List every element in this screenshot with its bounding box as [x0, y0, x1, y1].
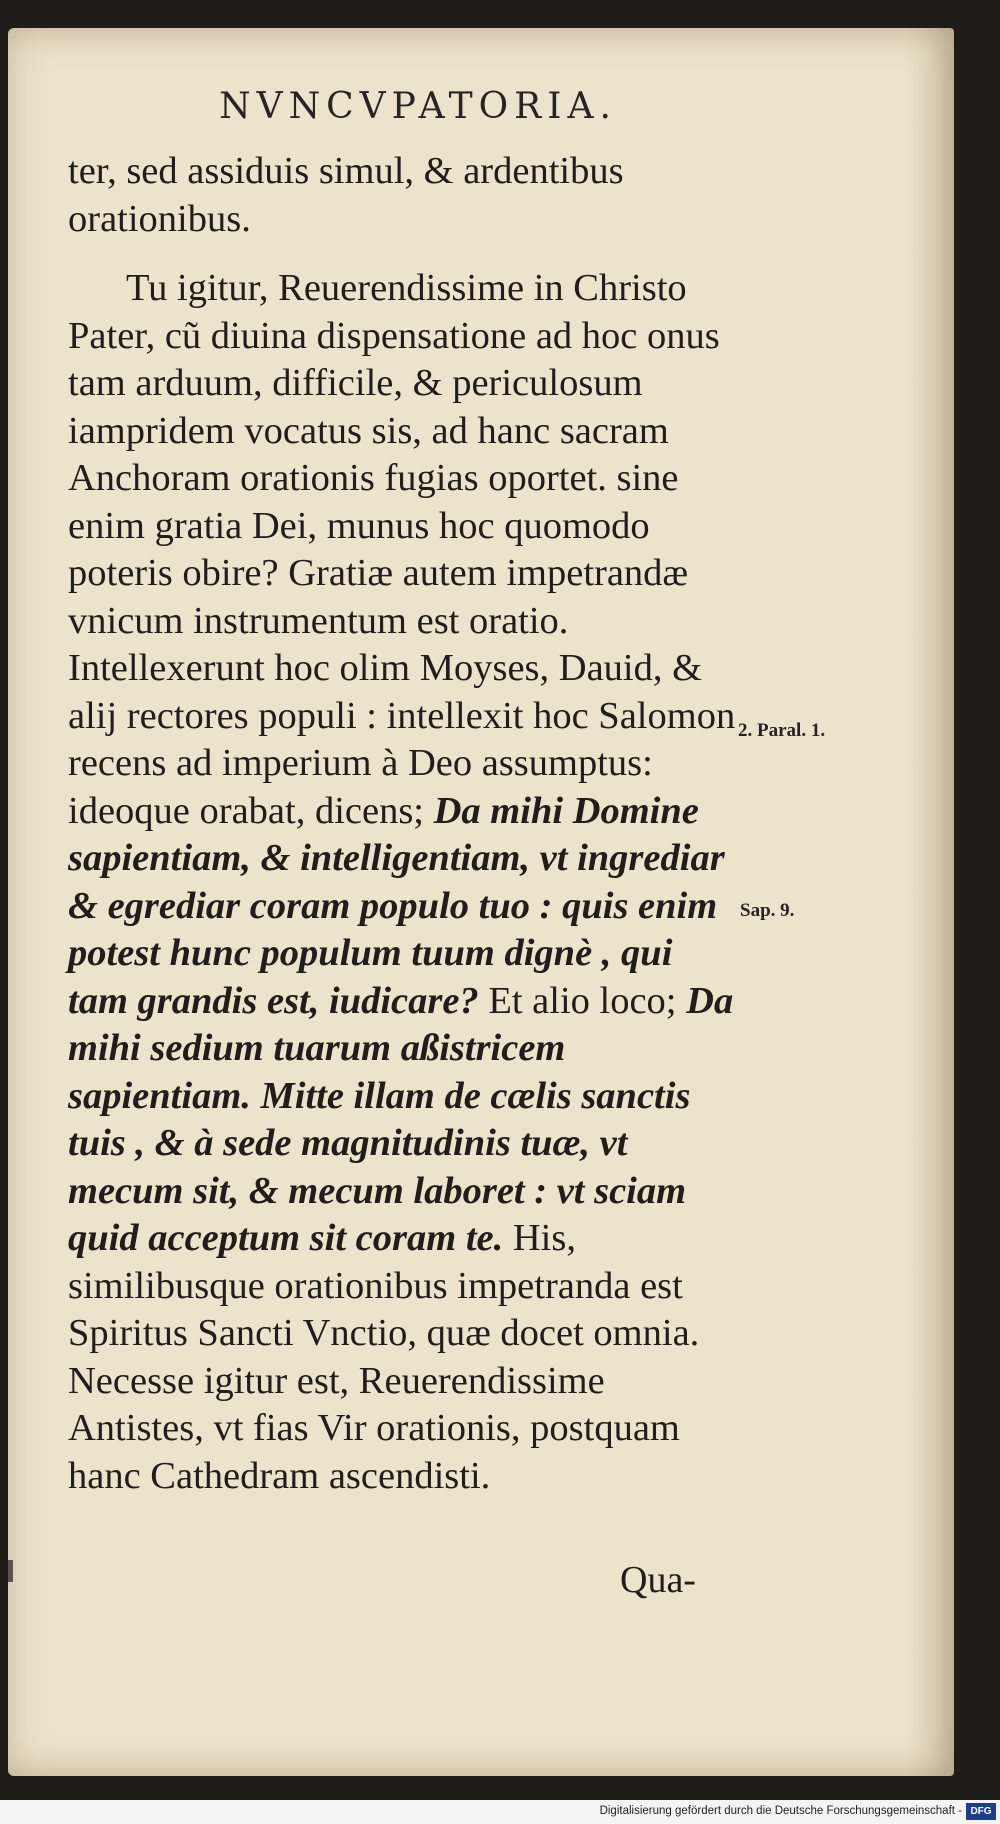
binding-mark: [8, 1560, 13, 1582]
book-page: [8, 28, 954, 1776]
marginal-note-paralipomenon: 2. Paral. 1.: [738, 720, 826, 741]
paragraph-2-roman-a: Tu igitur, Reuerendissime in Christo Pater, cũ diuina dispensatione ad hoc onus tam arduum, difficile, & periculosum iampridem vocatus sis, ad hanc sacram Anchoram orationis fugias oportet. sine enim gratia Dei, munus hoc quomodo poteris obire? Gratiæ autem impetrandæ vnicum instrumentum est oratio. Intellexerunt hoc olim Moyses, Dauid, & alij rectores populi : intellexit hoc Salomon recens ad imperium à Deo assumptus: ideoque orabat, dicens;: [68, 267, 736, 832]
paragraph-1: ter, sed assiduis simul, & ardentibus orationibus.: [68, 150, 624, 240]
paragraph-2: [68, 265, 740, 1500]
quotation-2: Da mihi sedium tuarum aßistricem sapientiam. Mitte illam de cælis sanctis tuis , & à sede magnitudinis tuæ, vt mecum sit, & mecum laboret : vt sciam quid acceptum sit coram te.: [68, 979, 734, 1259]
catchword: Qua-: [620, 1559, 696, 1601]
footer-bar: [0, 1800, 1000, 1824]
paragraph-2-roman-b: Et alio loco;: [488, 979, 677, 1022]
running-head: NVNCVPATORIA.: [219, 86, 617, 127]
quotation-1: Da mihi Domine sapientiam, & intelligentiam, vt ingrediar & egrediar coram populo tuo : quis enim potest hunc populum tuum dignè , qui tam grandis est, iudicare?: [68, 789, 725, 1022]
dfg-logo: DFG: [966, 1803, 996, 1820]
marginal-note-sapientia: Sap. 9.: [740, 900, 795, 921]
body-text: [68, 148, 740, 1500]
page-edge-shading: [904, 28, 954, 1776]
funding-credit: Digitalisierung gefördert durch die Deutsche Forschungsgemeinschaft -: [599, 1805, 962, 1817]
paragraph-2-roman-c: His, similibusque orationibus impetranda est Spiritus Sancti Vnctio, quæ docet omnia. Necesse igitur est, Reuerendissime Antistes, vt fias Vir orationis, postquam hanc Cathedram ascendisti.: [68, 1217, 700, 1497]
